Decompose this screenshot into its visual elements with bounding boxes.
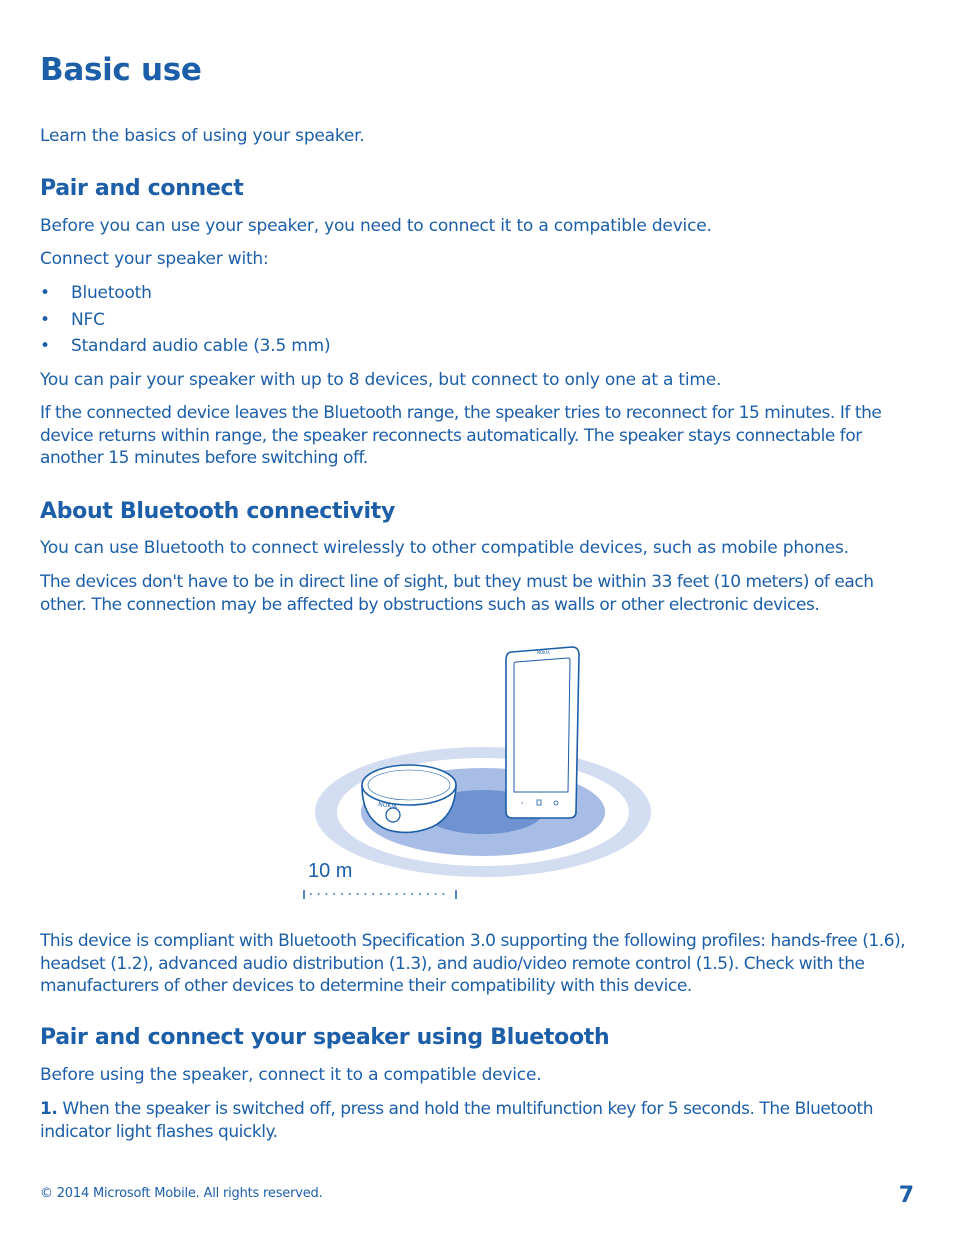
list-item xyxy=(40,308,330,335)
svg-text:‹: ‹ xyxy=(521,800,524,807)
section-heading-pair-and-connect: Pair and connect xyxy=(40,176,244,201)
paragraph: You can use Bluetooth to connect wirelessly to other compatible devices, such as mobile phones. xyxy=(40,538,849,558)
paragraph: The devices don't have to be in direct line of sight, but they must be within 33 feet (10 meters) of each other. The connection may be affected by obstructions such as walls or other electronic devices. xyxy=(40,572,874,615)
phone-icon xyxy=(506,647,579,818)
speaker-brand-logo: NOKIA xyxy=(377,801,398,811)
page-title: Basic use xyxy=(40,52,202,88)
section-heading-pair-using-bluetooth: Pair and connect your speaker using Bluetooth xyxy=(40,1025,610,1050)
list-item-label: Standard audio cable (3.5 mm) xyxy=(71,336,331,356)
list-item-label: NFC xyxy=(71,309,105,330)
page-number: 7 xyxy=(898,1183,914,1208)
section-heading-about-bluetooth: About Bluetooth connectivity xyxy=(40,499,396,524)
range-label: 10 m xyxy=(308,860,353,882)
bullet-icon: • xyxy=(40,336,50,356)
paragraph: You can pair your speaker with up to 8 devices, but connect to only one at a time. xyxy=(40,370,722,390)
list-item xyxy=(40,334,330,361)
step-number: 1. xyxy=(40,1099,58,1119)
speaker-and-phone-illustration xyxy=(300,640,660,905)
paragraph: Before you can use your speaker, you need to connect it to a compatible device. xyxy=(40,216,712,236)
bluetooth-range-illustration xyxy=(300,640,660,905)
paragraph: If the connected device leaves the Bluetooth range, the speaker tries to reconnect for 15 minutes. If the device returns within range, the speaker reconnects automatically. The speaker stays connectable for another 15 minutes before switching off. xyxy=(40,403,882,468)
list-item-label: Bluetooth xyxy=(71,283,152,303)
bullet-icon: • xyxy=(40,283,50,303)
step-text: When the speaker is switched off, press and hold the multifunction key for 5 seconds. The Bluetooth indicator light flashes quickly. xyxy=(40,1099,874,1142)
paragraph: Before using the speaker, connect it to a compatible device. xyxy=(40,1065,542,1085)
list-item xyxy=(40,281,330,308)
bullet-icon: • xyxy=(40,309,50,330)
intro-paragraph: Learn the basics of using your speaker. xyxy=(40,126,365,146)
paragraph: Connect your speaker with: xyxy=(40,249,269,269)
phone-brand-logo: NOKIA xyxy=(537,650,550,655)
step-paragraph xyxy=(40,1098,920,1143)
paragraph: This device is compliant with Bluetooth Specification 3.0 supporting the following profiles: hands-free (1.6), headset (1.2), advanced audio distribution (1.3), and audio/video remote control (1.5). Check with the manufacturers of other devices to determine their compatibility with this device. xyxy=(40,931,906,996)
connection-methods-list xyxy=(40,281,330,361)
footer-copyright: © 2014 Microsoft Mobile. All rights reserved. xyxy=(40,1186,323,1201)
